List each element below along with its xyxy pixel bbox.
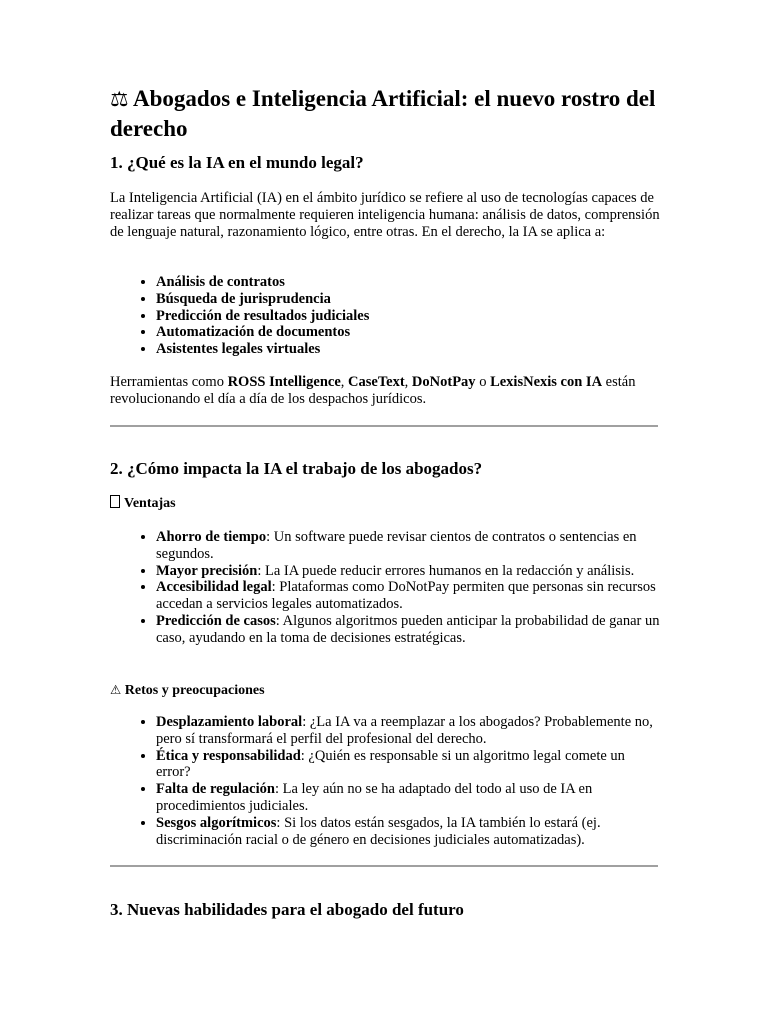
- section-3-heading: 3. Nuevas habilidades para el abogado del futuro: [110, 900, 464, 919]
- list-item: • Ética y responsabilidad: ¿Quién es responsable si un algoritmo legal comete un error?: [156, 748, 660, 782]
- advantages-list: [110, 529, 660, 647]
- list-item: • Accesibilidad legal: Plataformas como DoNotPay permiten que personas sin recursos accedan a servicios legales automatizados.: [156, 579, 660, 613]
- section-2-heading: 2. ¿Cómo impacta la IA el trabajo de los abogados?: [110, 459, 483, 478]
- advantages-subheading: Ventajas: [110, 495, 176, 513]
- section-divider: [110, 865, 658, 867]
- scales-icon: ⚖: [110, 87, 129, 111]
- challenges-list: [110, 714, 660, 848]
- list-item: • Asistentes legales virtuales: [156, 341, 660, 358]
- section-1-intro: La Inteligencia Artificial (IA) en el ámbito jurídico se refiere al uso de tecnologías capaces de realizar tareas que normalmente requieren inteligencia humana: análisis de datos, comprensión de lenguaje natural, razonamiento lógico, entre otras. En el derecho, la IA se aplica a:: [110, 190, 660, 240]
- list-item: • Predicción de casos: Algunos algoritmos pueden anticipar la probabilidad de ganar un caso, ayudando en la toma de decisiones estratégicas.: [156, 613, 660, 647]
- list-item: • Falta de regulación: La ley aún no se ha adaptado del todo al uso de IA en procedimientos judiciales.: [156, 781, 660, 815]
- missing-glyph-icon: [110, 495, 120, 508]
- applications-list: [110, 274, 660, 358]
- list-item: • Análisis de contratos: [156, 274, 660, 291]
- tools-paragraph: Herramientas como ROSS Intelligence, CaseText, DoNotPay o LexisNexis con IA están revolucionando el día a día de los despachos jurídicos.: [110, 374, 636, 407]
- list-item: • Automatización de documentos: [156, 324, 660, 341]
- tool-name: ROSS Intelligence: [227, 374, 341, 390]
- warning-icon: ⚠: [110, 682, 122, 697]
- list-item: • Búsqueda de jurisprudencia: [156, 291, 660, 308]
- list-item: • Ahorro de tiempo: Un software puede revisar cientos de contratos o sentencias en segundos.: [156, 529, 660, 563]
- tool-name: LexisNexis con IA: [490, 374, 603, 390]
- list-item: • Mayor precisión: La IA puede reducir errores humanos en la redacción y análisis.: [156, 563, 660, 580]
- tool-name: CaseText: [348, 374, 405, 390]
- document-title: [110, 84, 658, 144]
- document-title-text: Abogados e Inteligencia Artificial: el nuevo rostro del derecho: [110, 86, 656, 141]
- list-item: • Predicción de resultados judiciales: [156, 308, 660, 325]
- list-item: • Sesgos algorítmicos: Si los datos están sesgados, la IA también lo estará (ej. discriminación racial o de género en decisiones judiciales automatizadas).: [156, 815, 660, 849]
- list-item: • Desplazamiento laboral: ¿La IA va a reemplazar a los abogados? Probablemente no, pero sí transformará el perfil del profesional del derecho.: [156, 714, 660, 748]
- section-divider: [110, 425, 658, 427]
- challenges-subheading: ⚠ Retos y preocupaciones: [110, 682, 265, 698]
- tool-name: DoNotPay: [411, 374, 476, 390]
- section-1-heading: 1. ¿Qué es la IA en el mundo legal?: [110, 153, 364, 172]
